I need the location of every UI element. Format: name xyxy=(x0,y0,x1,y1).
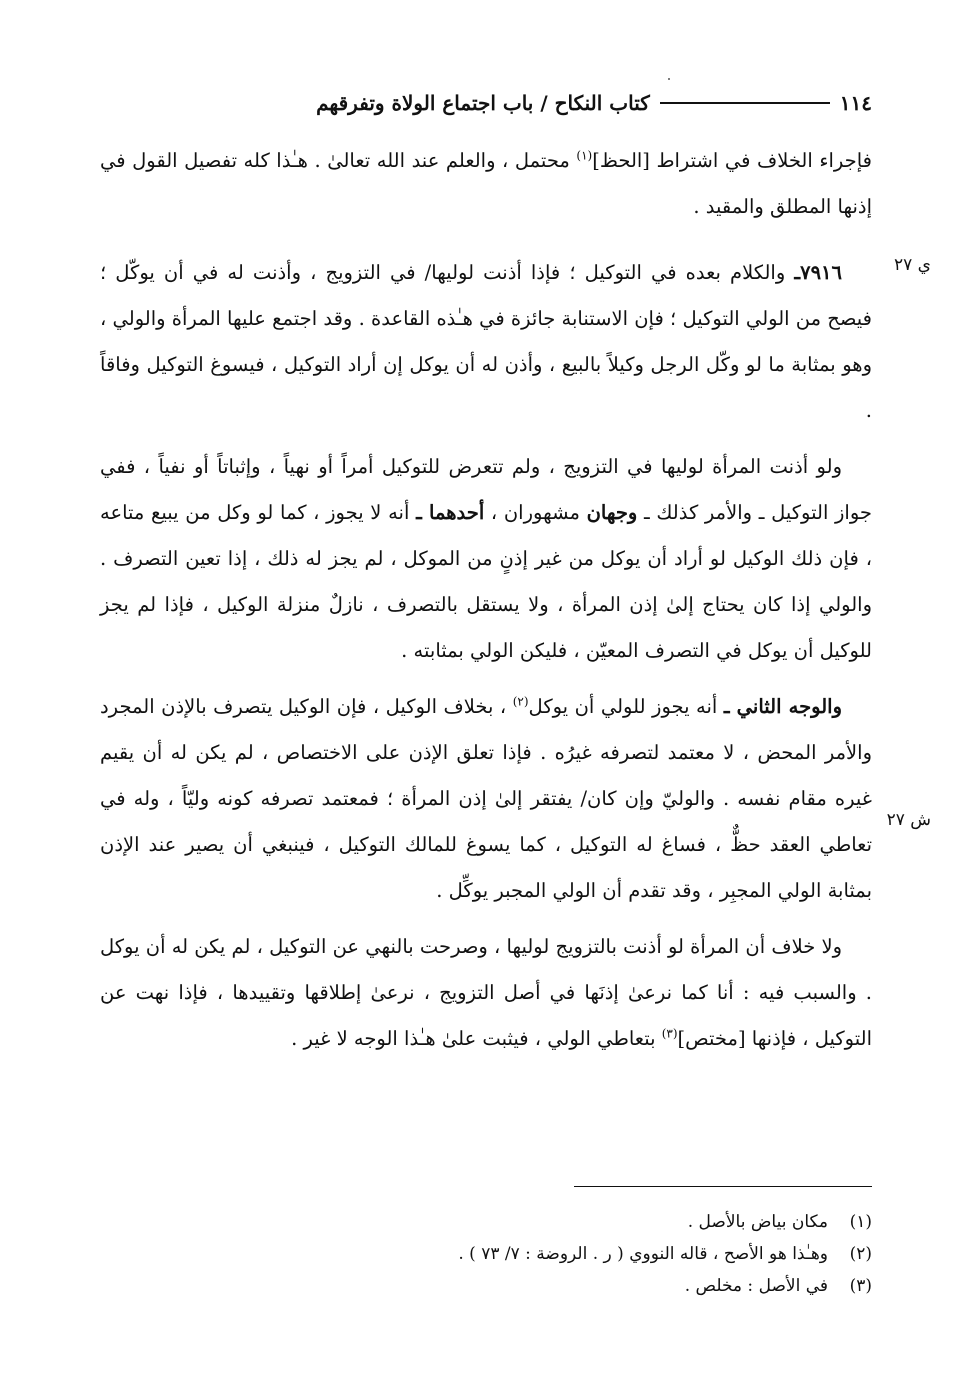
paragraph-4-text-b: ، بخلاف الوكيل ، فإن الوكيل يتصرف بالإذن المجرد والأمر المحض ، لا معتمد لتصرفه غيرُه . فإذا تعلق الإذن على الاختصاص ، لم يكن له أن يقيم غيره مقام نفسه . والوليّ وإن كان/ يفتقر إلىٰ إذن المرأة ؛ فمعتمد تصرفه كونه وليّاً ، وله في تعاطي العقد حظٌّ ، فساغ له التوكيل ، كما يسوغ للمالك التوكيل ، فينبغي أن يصير عند الإذن بمثابة الولي المجبِر ، وقد تقدم أن الولي المجبر يوكِّل . xyxy=(100,695,872,902)
main-text xyxy=(100,138,872,1062)
paragraph-3-text-c: أنه لا يجوز ، كما لو وكل من يبيع متاعه ، فإن ذلك الوكيل لو أراد أن يوكل من غير إذنٍ من الموكل ، لم يجز له ذلك ، إذا تعين التصرف . والولي إذا كان يحتاج إلىٰ إذن المرأة ، ولا يستقل بالتصرف ، نازلٌ منزلة الوكيل ، فإذا لم يجز للوكيل أن يوكل في التصرف المعيّن ، فليكن الولي بمثابته . xyxy=(100,501,872,662)
paragraph-3-bold-b: أحدهما ـ xyxy=(416,501,485,524)
paragraph-5 xyxy=(100,924,872,1062)
footnote-ref-2: (٢) xyxy=(512,694,529,709)
paragraph-1-text-a: فإجراء الخلاف في اشتراط [الحظ] xyxy=(592,149,872,172)
paragraph-5-text-b: بتعاطي الولي ، فيثبت علىٰ هـٰذا الوجه لا غير . xyxy=(291,1027,662,1050)
paragraph-3-text-b: مشهوران ، xyxy=(484,501,587,524)
paragraph-4 xyxy=(100,684,872,914)
footnote-text: مكان بياض بالأصل . xyxy=(687,1212,828,1232)
paragraph-3 xyxy=(100,444,872,674)
paragraph-2-text: والكلام بعده في التوكيل ؛ فإذا أذنت لوليها/ في التزويج ، وأذنت له في أن يوكّل ؛ فيصح من الولي التوكيل ؛ فإن الاستنابة جائزة في هـٰذه القاعدة . وقد اجتمع عليها المرأة والولي ، وهو بمثابة ما لو وكّل الرجل وكيلاً بالبيع ، وأذن له أن يوكل إن أراد التوكيل ، فيسوغ التوكيل وفاقاً . xyxy=(100,261,872,422)
header-rule xyxy=(660,102,830,104)
paragraph-1-text-b: محتمل ، والعلم عند الله تعالىٰ . هـٰذا كله تفصيل القول في إذنها المطلق والمقيد . xyxy=(100,149,872,218)
footnote-number: (٢) xyxy=(849,1244,872,1264)
margin-note-first: ي ٢٧ xyxy=(894,255,931,275)
footnote-ref-1: (١) xyxy=(576,148,593,163)
section-number: ٧٩١٦ـ xyxy=(794,261,842,284)
scan-speck xyxy=(668,78,670,80)
chapter-title: كتاب النكاح / باب اجتماع الولاة وتفرقهم xyxy=(316,91,650,115)
footnote-text: وهـٰذا هو الأصح ، قاله النووي ( ر . الروضة : ٧/ ٧٣ ) . xyxy=(458,1244,828,1264)
running-header xyxy=(100,86,872,120)
paragraph-5-text-a: ولا خلاف أن المرأة لو أذنت بالتزويج لوليها ، وصرحت بالنهي عن التوكيل ، لم يكن له أن يوكل . والسبب فيه : أنا كما نرعىٰ إذنَها في أصل التزويج ، نرعىٰ إطلاقها وتقييدها ، فإذا نهت عن التوكيل ، فإذنها [مختص] xyxy=(100,935,872,1050)
footnote-item xyxy=(300,1238,872,1270)
footnote-ref-3: (٣) xyxy=(661,1026,678,1041)
footnote-number: (٣) xyxy=(849,1276,872,1296)
footnote-separator xyxy=(574,1186,872,1187)
paragraph-3-text-a: ولو أذنت المرأة لوليها في التزويج ، ولم تتعرض للتوكيل أمراً أو نهياً ، وإثباتاً أو نفياً ، ففي جواز التوكيل ـ والأمر كذلك ـ xyxy=(100,455,872,524)
paragraph-4-bold: والوجه الثاني ـ xyxy=(723,695,842,718)
paragraph-1 xyxy=(100,138,872,230)
footnotes xyxy=(300,1206,872,1302)
paragraph-4-text-a: أنه يجوز للولي أن يوكل xyxy=(528,695,724,718)
margin-note-second: ش ٢٧ xyxy=(886,810,931,830)
footnote-number: (١) xyxy=(849,1212,872,1232)
paragraph-3-bold-a: وجهان xyxy=(586,501,638,524)
footnote-item xyxy=(300,1270,872,1302)
page-number: ١١٤ xyxy=(839,91,872,115)
footnote-item xyxy=(300,1206,872,1238)
footnote-text: في الأصل : مخلص . xyxy=(684,1276,828,1296)
paragraph-2 xyxy=(100,250,872,434)
